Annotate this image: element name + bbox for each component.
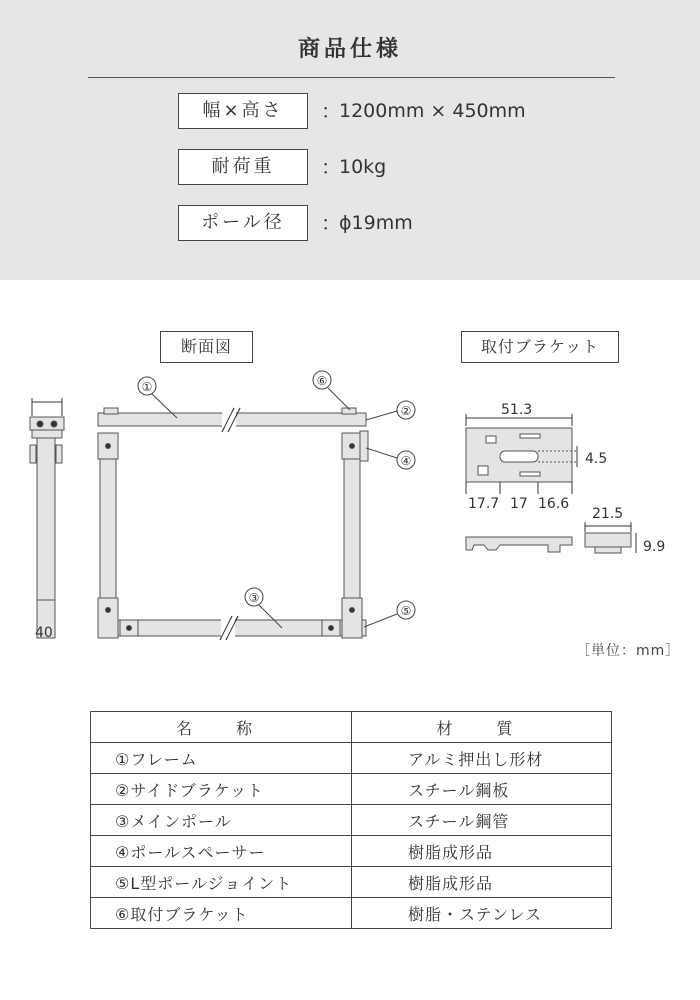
bracket-dim-d1: 17.7	[468, 496, 500, 512]
callout-4: ④	[400, 454, 412, 468]
bracket-drawing	[466, 414, 636, 553]
table-row	[91, 774, 612, 805]
part-name: ⑥取付ブラケット	[91, 898, 352, 929]
part-material: 樹脂・ステンレス	[352, 898, 612, 929]
spec-value-pole: ϕ19mm	[339, 212, 413, 234]
spec-value-load: 10kg	[339, 156, 387, 178]
spec-value-size: 1200mm × 450mm	[339, 100, 526, 122]
side-view	[30, 398, 64, 638]
unit-label: ［単位：mm］	[576, 643, 681, 659]
section-label: 断面図	[160, 331, 253, 363]
callout-5: ⑤	[400, 604, 412, 618]
spec-colon: ：	[321, 211, 341, 235]
spec-label-size: 幅×高さ	[178, 93, 308, 129]
part-name: ①フレーム	[91, 743, 352, 774]
spec-label-pole: ポール径	[178, 205, 308, 241]
header-material: 材 質	[352, 712, 612, 743]
table-row	[91, 743, 612, 774]
callout-2: ②	[400, 404, 412, 418]
part-name: ②サイドブラケット	[91, 774, 352, 805]
part-material: 樹脂成形品	[352, 867, 612, 898]
header-name: 名 称	[91, 712, 352, 743]
bracket-dim-slot: 4.5	[585, 451, 608, 467]
table-row	[91, 898, 612, 929]
part-name: ⑤L型ポールジョイント	[91, 867, 352, 898]
spec-label-load: 耐荷重	[178, 149, 308, 185]
parts-table	[90, 711, 612, 929]
part-material: スチール鋼板	[352, 774, 612, 805]
callout-1: ①	[141, 380, 153, 394]
side-width-dim: 40	[35, 625, 53, 641]
spec-title: 商品仕様	[297, 37, 402, 62]
bracket-dim-d2: 17	[510, 496, 528, 512]
callout-3: ③	[248, 591, 260, 605]
table-row	[91, 805, 612, 836]
bracket-dim-d3: 16.6	[538, 496, 570, 512]
spec-colon: ：	[321, 155, 341, 179]
table-row	[91, 836, 612, 867]
part-material: 樹脂成形品	[352, 836, 612, 867]
part-material: スチール鋼管	[352, 805, 612, 836]
callout-6: ⑥	[316, 374, 328, 388]
part-material: アルミ押出し形材	[352, 743, 612, 774]
part-name: ③メインポール	[91, 805, 352, 836]
parts-table-header	[91, 712, 612, 743]
clip-dim-width: 21.5	[592, 506, 624, 522]
bracket-dim-width: 51.3	[501, 402, 533, 418]
spec-colon: ：	[321, 99, 341, 123]
bracket-label: 取付ブラケット	[461, 331, 619, 363]
front-view	[98, 408, 368, 638]
part-name: ④ポールスペーサー	[91, 836, 352, 867]
table-row	[91, 867, 612, 898]
clip-dim-height: 9.9	[643, 539, 666, 555]
